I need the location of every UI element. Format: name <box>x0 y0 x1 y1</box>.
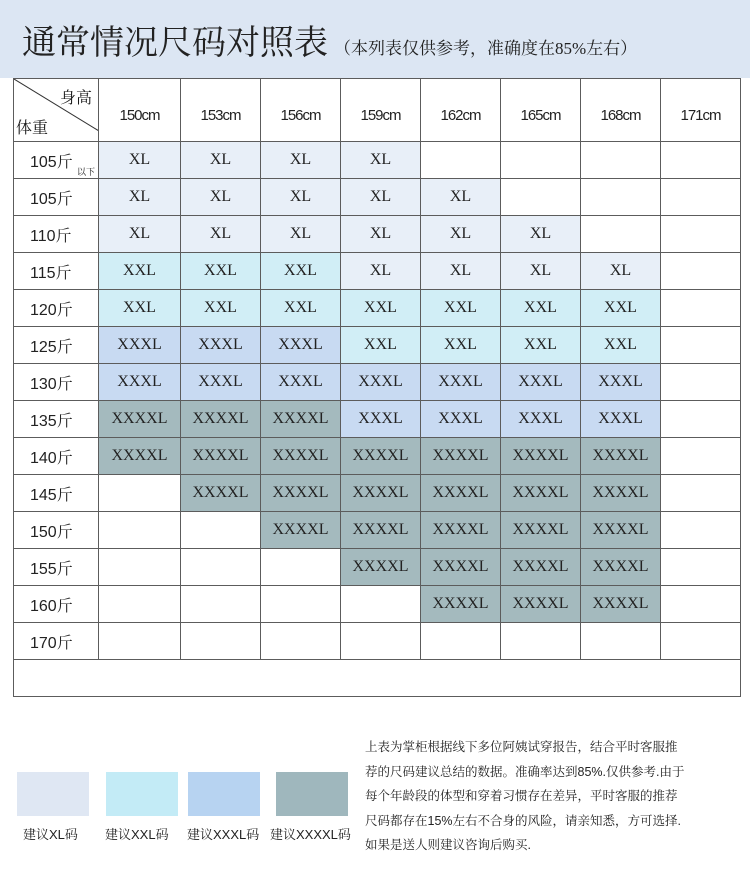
height-header: 150cm <box>99 79 181 142</box>
legend-swatch-xxxxl <box>276 772 348 816</box>
size-cell: XXL <box>341 290 421 327</box>
weight-label: 105斤 <box>30 153 73 171</box>
size-cell: XL <box>341 179 421 216</box>
size-cell: XXXL <box>181 327 261 364</box>
size-cell: XXXXL <box>99 401 181 438</box>
weight-label: 170斤 <box>30 634 73 652</box>
size-cell: XL <box>421 179 501 216</box>
weight-row <box>14 512 741 549</box>
size-cell <box>661 549 741 586</box>
size-cell: XXXXL <box>421 512 501 549</box>
size-cell: XXXXL <box>501 512 581 549</box>
size-cell: XXXXL <box>581 586 661 623</box>
size-cell: XXXXL <box>341 475 421 512</box>
size-cell <box>661 512 741 549</box>
size-cell: XXXXL <box>581 512 661 549</box>
weight-cell <box>14 401 99 438</box>
size-cell: XXXXL <box>421 438 501 475</box>
size-chart-table <box>13 78 741 697</box>
size-cell <box>661 475 741 512</box>
size-cell: XXXL <box>421 401 501 438</box>
size-cell <box>261 623 341 660</box>
size-cell: XXL <box>581 290 661 327</box>
size-cell: XXXXL <box>501 549 581 586</box>
height-header: 168cm <box>581 79 661 142</box>
size-cell <box>341 623 421 660</box>
weight-cell <box>14 142 99 179</box>
height-header: 171cm <box>661 79 741 142</box>
size-cell: XL <box>261 179 341 216</box>
disclaimer-note <box>365 735 740 858</box>
size-cell: XL <box>341 142 421 179</box>
size-cell <box>501 142 581 179</box>
size-cell <box>421 142 501 179</box>
size-cell <box>261 549 341 586</box>
legend-swatch-xxxl <box>188 772 260 816</box>
height-header: 162cm <box>421 79 501 142</box>
size-cell <box>99 623 181 660</box>
size-cell: XL <box>501 253 581 290</box>
size-cell <box>661 216 741 253</box>
size-cell: XL <box>181 179 261 216</box>
weight-row <box>14 253 741 290</box>
size-cell: XXL <box>581 327 661 364</box>
weight-row <box>14 179 741 216</box>
weight-label: 160斤 <box>30 597 73 615</box>
note-line: 如果是送人则建议咨询后购买. <box>365 838 531 852</box>
size-cell: XXXXL <box>341 438 421 475</box>
size-cell: XXXXL <box>261 475 341 512</box>
note-line: 尺码都存在15%左右不合身的风险，请亲知悉，方可选择. <box>365 813 681 828</box>
weight-label: 135斤 <box>30 412 73 430</box>
size-cell <box>341 586 421 623</box>
weight-row <box>14 142 741 179</box>
size-cell: XL <box>421 253 501 290</box>
weight-label: 115斤 <box>30 264 72 282</box>
size-cell: XXXL <box>341 401 421 438</box>
size-cell: XXXXL <box>581 438 661 475</box>
size-cell: XXXXL <box>421 475 501 512</box>
size-cell: XL <box>181 142 261 179</box>
size-cell: XXL <box>99 290 181 327</box>
weight-row <box>14 475 741 512</box>
weight-cell <box>14 327 99 364</box>
height-axis-label: 身高 <box>59 90 92 107</box>
weight-row <box>14 549 741 586</box>
legend-swatch-xl <box>17 772 89 816</box>
size-cell <box>661 623 741 660</box>
legend-label-xl: 建议XL码 <box>23 827 78 842</box>
corner-header-cell <box>14 79 99 142</box>
legend-label-xxxxl: 建议XXXXL码 <box>270 827 351 842</box>
size-cell: XXXXL <box>421 549 501 586</box>
weight-row <box>14 327 741 364</box>
size-cell <box>661 142 741 179</box>
size-cell: XL <box>261 216 341 253</box>
size-cell <box>501 623 581 660</box>
size-cell: XXXXL <box>501 586 581 623</box>
size-cell <box>181 512 261 549</box>
height-header: 159cm <box>341 79 421 142</box>
size-cell: XL <box>501 216 581 253</box>
size-cell: XXXL <box>501 364 581 401</box>
note-line: 每个年龄段的体型和穿着习惯存在差异，平时客服的推荐 <box>365 789 678 803</box>
weight-cell <box>14 475 99 512</box>
size-cell: XXXXL <box>421 586 501 623</box>
size-cell: XXXXL <box>501 475 581 512</box>
size-cell: XXL <box>261 253 341 290</box>
size-cell: XXXL <box>581 364 661 401</box>
size-cell: XXL <box>181 253 261 290</box>
size-cell <box>181 623 261 660</box>
size-cell <box>661 586 741 623</box>
weight-label: 140斤 <box>30 449 73 467</box>
size-cell: XXL <box>261 290 341 327</box>
size-cell: XXXXL <box>341 549 421 586</box>
size-cell: XL <box>99 216 181 253</box>
size-cell <box>261 586 341 623</box>
size-cell <box>661 179 741 216</box>
weight-cell <box>14 586 99 623</box>
blank-row <box>14 660 741 697</box>
weight-axis-label: 体重 <box>16 120 49 137</box>
size-cell: XL <box>421 216 501 253</box>
weight-cell <box>14 549 99 586</box>
weight-label: 125斤 <box>30 338 73 356</box>
size-cell <box>99 586 181 623</box>
height-header-row <box>14 79 741 142</box>
weight-cell <box>14 253 99 290</box>
weight-cell <box>14 438 99 475</box>
subtitle-text: （本列表仅供参考，准确度在85%左右） <box>334 39 638 58</box>
weight-row <box>14 623 741 660</box>
height-header: 156cm <box>261 79 341 142</box>
weight-note: 以下 <box>76 167 95 177</box>
size-cell: XL <box>99 179 181 216</box>
size-cell <box>661 253 741 290</box>
weight-label: 145斤 <box>30 486 73 504</box>
size-cell: XXXL <box>341 364 421 401</box>
size-cell: XXXXL <box>261 512 341 549</box>
size-cell: XXXL <box>181 364 261 401</box>
size-cell: XXXL <box>261 364 341 401</box>
size-cell: XL <box>181 216 261 253</box>
blank-cell <box>14 660 741 697</box>
size-cell: XXL <box>181 290 261 327</box>
weight-row <box>14 586 741 623</box>
weight-label: 155斤 <box>30 560 73 578</box>
size-cell: XXL <box>421 290 501 327</box>
size-cell: XXXXL <box>181 401 261 438</box>
weight-label: 130斤 <box>30 375 73 393</box>
size-cell: XXXL <box>581 401 661 438</box>
legend-label-xxxl: 建议XXXL码 <box>187 827 260 842</box>
title-banner <box>0 0 750 78</box>
size-cell <box>421 623 501 660</box>
size-cell: XXL <box>421 327 501 364</box>
size-cell <box>99 549 181 586</box>
weight-row <box>14 290 741 327</box>
size-cell: XXXXL <box>261 438 341 475</box>
weight-cell <box>14 290 99 327</box>
weight-cell <box>14 179 99 216</box>
size-cell: XXXXL <box>501 438 581 475</box>
size-cell <box>581 623 661 660</box>
size-cell <box>661 364 741 401</box>
size-cell: XXL <box>99 253 181 290</box>
legend-swatch-xxl <box>106 772 178 816</box>
size-cell <box>501 179 581 216</box>
size-cell: XL <box>341 253 421 290</box>
weight-label: 120斤 <box>30 301 73 319</box>
weight-row <box>14 216 741 253</box>
size-cell <box>99 475 181 512</box>
weight-cell <box>14 623 99 660</box>
size-cell: XXL <box>341 327 421 364</box>
title-text: 通常情况尺码对照表 <box>22 25 328 62</box>
size-cell: XL <box>341 216 421 253</box>
weight-label: 105斤 <box>30 190 73 208</box>
size-cell: XXXXL <box>261 401 341 438</box>
size-cell <box>661 290 741 327</box>
size-cell <box>181 586 261 623</box>
size-cell <box>581 179 661 216</box>
size-cell <box>581 216 661 253</box>
weight-label: 150斤 <box>30 523 73 541</box>
size-cell: XXXL <box>421 364 501 401</box>
size-cell <box>661 401 741 438</box>
weight-row <box>14 401 741 438</box>
size-cell <box>581 142 661 179</box>
size-chart-body <box>14 142 741 697</box>
size-cell: XXXXL <box>181 438 261 475</box>
height-header: 153cm <box>181 79 261 142</box>
size-cell: XXXL <box>261 327 341 364</box>
size-cell <box>181 549 261 586</box>
size-cell: XXL <box>501 327 581 364</box>
note-line: 上表为掌柜根据线下多位阿姨试穿报告，结合平时客服推 <box>365 740 678 754</box>
size-cell: XXL <box>501 290 581 327</box>
weight-label: 110斤 <box>30 227 72 245</box>
size-cell: XL <box>581 253 661 290</box>
size-cell: XXXXL <box>341 512 421 549</box>
weight-cell <box>14 512 99 549</box>
page-title <box>22 24 637 69</box>
height-header: 165cm <box>501 79 581 142</box>
weight-row <box>14 364 741 401</box>
weight-cell <box>14 364 99 401</box>
size-cell: XXXXL <box>99 438 181 475</box>
weight-row <box>14 438 741 475</box>
size-cell <box>661 327 741 364</box>
size-cell: XXXL <box>99 364 181 401</box>
size-cell: XL <box>261 142 341 179</box>
size-cell: XXXXL <box>581 549 661 586</box>
weight-cell <box>14 216 99 253</box>
size-cell <box>99 512 181 549</box>
legend-label-xxl: 建议XXL码 <box>105 827 169 842</box>
size-cell: XL <box>99 142 181 179</box>
note-line: 荐的尺码建议总结的数据。准确率达到85%.仅供参考.由于 <box>365 764 685 779</box>
size-cell: XXXL <box>99 327 181 364</box>
size-cell: XXXXL <box>581 475 661 512</box>
size-cell: XXXXL <box>181 475 261 512</box>
size-cell: XXXL <box>501 401 581 438</box>
size-cell <box>661 438 741 475</box>
